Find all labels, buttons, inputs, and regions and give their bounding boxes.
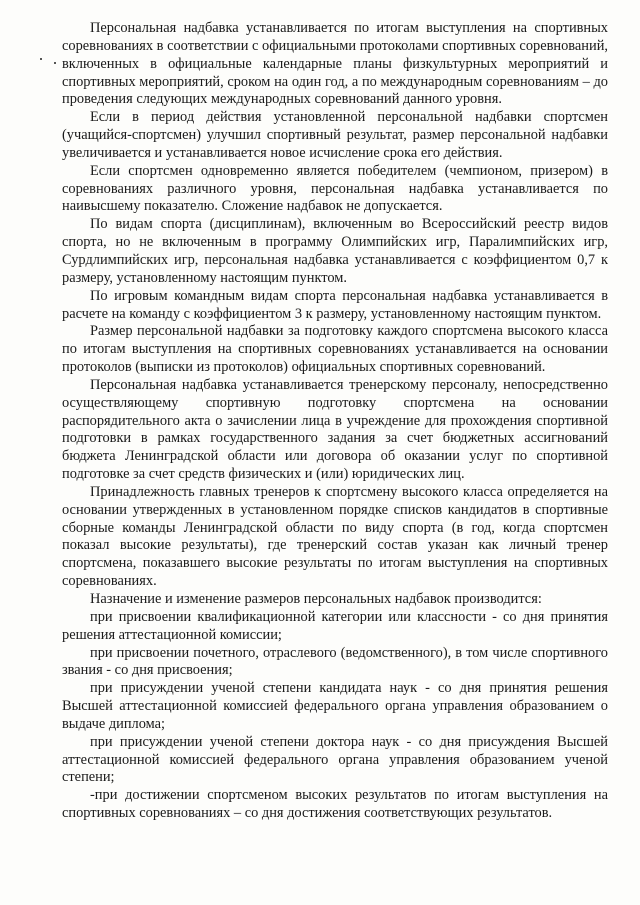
paragraph-7: Персональная надбавка устанавливается тренерскому персоналу, непосредственно осуществляющему спортивную подготовку спортсмена на основании распорядительного акта о зачислении лица в учреждение для прохождения спортивной подготовки в рамках государственного задания за счет бюджетных ассигнований бюджета Ленинградской области или договора об оказании услуг по спортивной подготовке за счет средств физических и (или) юридических лиц. <box>62 376 608 483</box>
list-item-5: -при достижении спортсменом высоких результатов по итогам выступления на спортивных соревнованиях – со дня достижения соответствующих результатов. <box>62 787 608 822</box>
paragraph-6: Размер персональной надбавки за подготовку каждого спортсмена высокого класса по итогам выступления на спортивных соревнованиях устанавливается на основании протоколов (выписки из протоколов) официальных спортивных соревнований. <box>62 323 608 376</box>
list-item-3: при присуждении ученой степени кандидата наук - со дня принятия решения Высшей аттестационной комиссией федерального органа управления образованием о выдаче диплома; <box>62 680 608 732</box>
scan-artifact <box>40 58 42 60</box>
paragraph-1: Персональная надбавка устанавливается по итогам выступления на спортивных соревнованиях в соответствии с официальными протоколами спортивных соревнований, включенных в официальные календарные планы физкультурных мероприятий и спортивных мероприятий, сроком на один год, а по международным соревнованиям – до проведения следующих международных соревнований данного уровня. <box>62 20 608 108</box>
paragraph-5: По игровым командным видам спорта персональная надбавка устанавливается в расчете на команду с коэффициентом 3 к размеру, установленному настоящим пунктом. <box>62 287 608 322</box>
paragraph-9: Назначение и изменение размеров персональных надбавок производится: <box>90 591 542 607</box>
document-body <box>62 20 608 823</box>
scan-artifact <box>54 62 56 64</box>
paragraph-8: Принадлежность главных тренеров к спортсмену высокого класса определяется на основании утвержденных в установленном порядке списков кандидатов в спортивные сборные команды Ленинградской области по виду спорта (в год, когда спортсмен показал высокие результаты), где тренерский состав указан как личный тренер спортсмена, показавшего высокие результаты по итогам выступления на спортивных соревнованиях. <box>62 483 608 590</box>
list-item-4: при присуждении ученой степени доктора наук - со дня присуждения Высшей аттестационной комиссией федерального органа управления образованием ученой степени; <box>62 733 608 786</box>
paragraph-4: По видам спорта (дисциплинам), включенным во Всероссийский реестр видов спорта, но не включенным в программу Олимпийских игр, Паралимпийских игр, Сурдлимпийских игр, персональная надбавка устанавливается с коэффициентом 0,7 к размеру, установленному настоящим пунктом. <box>62 216 608 286</box>
list-item-1: при присвоении квалификационной категории или классности - со дня принятия решения аттестационной комиссии; <box>62 608 608 643</box>
paragraph-3: Если спортсмен одновременно является победителем (чемпионом, призером) в соревнованиях различного уровня, персональная надбавка устанавливается по наивысшему показателю. Сложение надбавок не допускается. <box>62 162 608 215</box>
paragraph-2: Если в период действия установленной персональной надбавки спортсмен (учащийся-спортсмен) улучшил спортивный результат, размер персональной надбавки увеличивается и устанавливается новое исчисление срока его действия. <box>62 109 608 161</box>
list-item-2: при присвоении почетного, отраслевого (ведомственного), в том числе спортивного звания - со дня присвоения; <box>62 644 608 679</box>
